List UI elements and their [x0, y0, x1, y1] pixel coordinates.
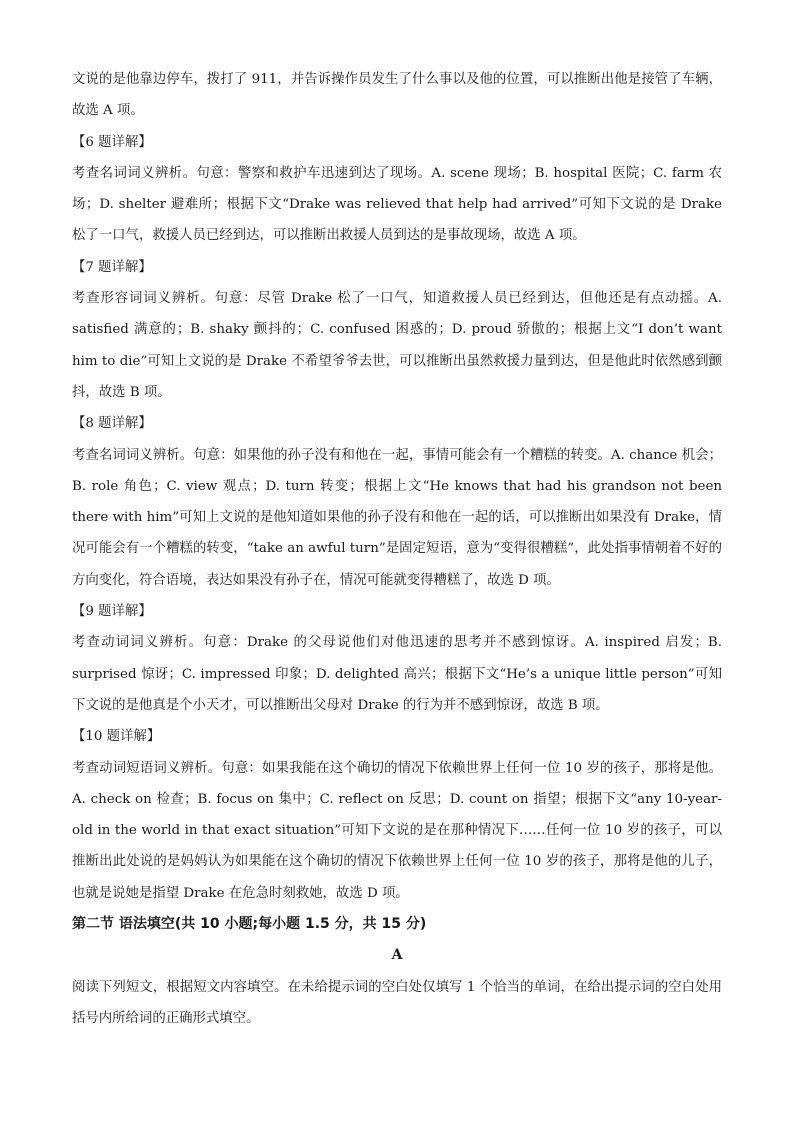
- question-7-explanation: 考查形容词词义辨析。句意：尽管 Drake 松了一口气，知道救援人员已经到达，但他还是有点动摇。A. satisfied 满意的；B. shaky 颤抖的；C. confused 困惑的；D. proud 骄傲的；根据上文“I don’t want him to die”可知上文说的是 Drake 不希望爷爷去世，可以推断出虽然救援力量到达，但是他此时依然感到颤抖，故选 B 项。: [72, 291, 722, 400]
- section-2-instructions: 阅读下列短文，根据短文内容填空。在未给提示词的空白处仅填写 1 个恰当的单词，在给出提示词的空白处用括号内所给词的正确形式填空。: [72, 979, 722, 1026]
- passage-a-heading: A: [391, 947, 403, 964]
- question-6-heading: 【6 题详解】: [72, 134, 152, 150]
- question-9-explanation: 考查动词词义辨析。句意：Drake 的父母说他们对他迅速的思考并不感到惊讶。A. inspired 启发；B. surprised 惊讶；C. impressed 印象；D. delighted 高兴；根据下文“He’s a unique little person”可知下文说的是他真是个小天才，可以推断出父母对 Drake 的行为并不感到惊讶，故选 B 项。: [72, 635, 722, 713]
- question-9-heading: 【9 题详解】: [72, 604, 152, 620]
- question-8-heading: 【8 题详解】: [72, 416, 152, 432]
- question-6-explanation: 考查名词词义辨析。句意：警察和救护车迅速到达了现场。A. scene 现场；B. hospital 医院；C. farm 农场；D. shelter 避难所；根据下文“Drake was relieved that help had arrived”可知下文说的是 Drake 松了一口气，救援人员已经到达，可以推断出救援人员到达的是事故现场，故选 A 项。: [72, 165, 722, 244]
- question-8-explanation: 考查名词词义辨析。句意：如果他的孙子没有和他在一起，事情可能会有一个糟糕的转变。A. chance 机会；B. role 角色；C. view 观点；D. turn 转变；根据上文“He knows that had his grandson not been there with him”可知上文说的是他知道如果他的孙子没有和他在一起的话，可以推断出如果没有 Drake，情况可能会有一个糟糕的转变，“take an awful turn”是固定短语，意为“变得很糟糕”，此处指事情朝着不好的方向变化，符合语境，表达如果没有孙子在，情况可能就变得糟糕了，故选 D 项。: [72, 447, 722, 588]
- question-10-explanation: 考查动词短语词义辨析。句意：如果我能在这个确切的情况下依赖世界上任何一位 10 岁的孩子，那将是他。A. check on 检查；B. focus on 集中；C. reflect on 反思；D. count on 指望；根据下文“any 10-year-old in the world in that exact situation”可知下文说的是在那种情况下……任何一位 10 岁的孩子，可以推断出此处说的是妈妈认为如果能在这个确切的情况下依赖世界上任何一位 10 岁的孩子，那将是他的儿子，也就是说她是指望 Drake 在危急时刻救她，故选 D 项。: [72, 760, 722, 901]
- question-7-heading: 【7 题详解】: [72, 259, 152, 275]
- question-10-heading: 【10 题详解】: [72, 729, 161, 745]
- question-5-explanation-tail: 文说的是他靠边停车，拨打了 911，并告诉操作员发生了什么事以及他的位置，可以推断出他是接管了车辆，故选 A 项。: [72, 72, 722, 119]
- document-body: [72, 64, 722, 1034]
- section-2-title: 第二节 语法填空(共 10 小题;每小题 1.5 分，共 15 分): [72, 916, 427, 933]
